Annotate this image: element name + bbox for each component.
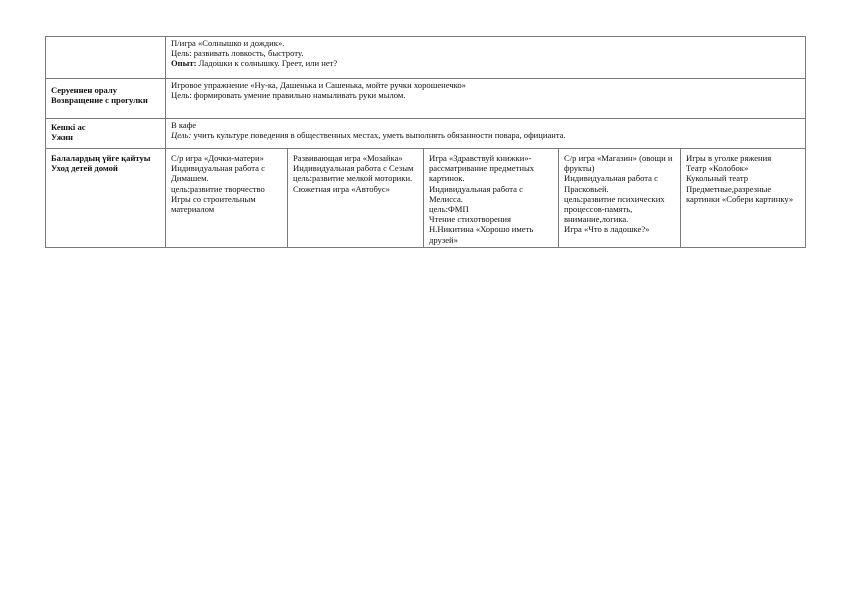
activity-cell-3 xyxy=(424,149,559,248)
game-line: П/игра «Солнышко и дождик». xyxy=(171,38,285,48)
row-label-kazakh: Кешкі ас xyxy=(51,122,86,132)
table-row xyxy=(46,79,806,119)
table-row xyxy=(46,149,806,248)
activity-line: С/р игра «Магазин» (овощи и фрукты) xyxy=(564,153,673,174)
goal-label: Цель: xyxy=(171,130,192,141)
experiment-text: Ладошки к солнышку. Греет, или нет? xyxy=(196,58,338,69)
experiment-label: Опыт: xyxy=(171,58,197,69)
activity-line: Индивидуальная работа с Прасковьей. xyxy=(564,173,658,194)
activity-line: Предметные,разрезные картинки «Собери картинку» xyxy=(686,183,794,204)
row-label-cell xyxy=(46,119,166,149)
activity-line: Индивидуальная работа с Сезым xyxy=(293,163,414,174)
table-row xyxy=(46,37,806,79)
activity-line: цель:развитие психических процессов-память, внимание,логика. xyxy=(564,193,665,225)
goal-line: Цель: формировать умение правильно намыливать руки мылом. xyxy=(171,90,406,101)
activity-line: Игры в уголке ряжения xyxy=(686,153,772,163)
exercise-line: Игровое упражнение «Ну-ка, Дашенька и Сашенька, мойте ручки хорошенечко» xyxy=(171,80,466,90)
activity-line: Игра «Здравствуй книжки»-рассматривание предметных картинок. xyxy=(429,153,535,184)
row-label-russian: Уход детей домой xyxy=(51,163,118,174)
row-label-cell xyxy=(46,149,166,248)
activity-title: В кафе xyxy=(171,120,197,130)
activity-line: Театр «Колобок» xyxy=(686,163,749,174)
row-label-kazakh: Балалардың үйге қайтуы xyxy=(51,153,151,163)
activity-cell-2 xyxy=(288,149,424,248)
activity-cell-5 xyxy=(681,149,806,248)
row-label-cell xyxy=(46,79,166,119)
activity-cell-4 xyxy=(559,149,681,248)
activity-line: цель:ФМП xyxy=(429,204,469,215)
activity-line: цель:развитие творчество xyxy=(171,183,265,194)
activity-line: цель:развитие мелкой моторики. xyxy=(293,173,413,184)
experiment-line xyxy=(171,58,801,68)
activity-line: Индивидуальная работа с Димашем. xyxy=(171,163,265,184)
activity-line: Индивидуальная работа с Мелисса. xyxy=(429,183,523,204)
activity-line: Развивающая игра «Мозайка» xyxy=(293,153,403,163)
activity-line: Игра «Что в ладошке?» xyxy=(564,224,650,235)
activity-line: С/р игра «Дочки-матери» xyxy=(171,153,264,163)
activity-cell-1 xyxy=(166,149,288,248)
row-content-cell xyxy=(166,37,806,79)
table-row xyxy=(46,119,806,149)
activity-line: Кукольный театр xyxy=(686,173,749,184)
row-label-kazakh: Серуеннен оралу xyxy=(51,85,118,95)
row-label-cell xyxy=(46,37,166,79)
goal-text: учить культуре поведения в общественных местах, уметь выполнять обязанности повара, официанта. xyxy=(191,130,566,141)
activity-line: Чтение стихотворения Н.Никитина «Хорошо иметь друзей» xyxy=(429,214,534,245)
activity-line: Игры со строительным материалом xyxy=(171,193,256,215)
row-label-russian: Ужин xyxy=(51,132,73,143)
goal-line xyxy=(171,130,801,140)
row-content-cell xyxy=(166,119,806,149)
row-content-cell xyxy=(166,79,806,119)
daily-plan-table xyxy=(45,36,806,248)
row-label-russian: Возвращение с прогулки xyxy=(51,95,148,106)
goal-line: Цель: развивать ловкость, быстроту. xyxy=(171,48,304,59)
activity-line: Сюжетная игра «Автобус» xyxy=(293,183,390,194)
